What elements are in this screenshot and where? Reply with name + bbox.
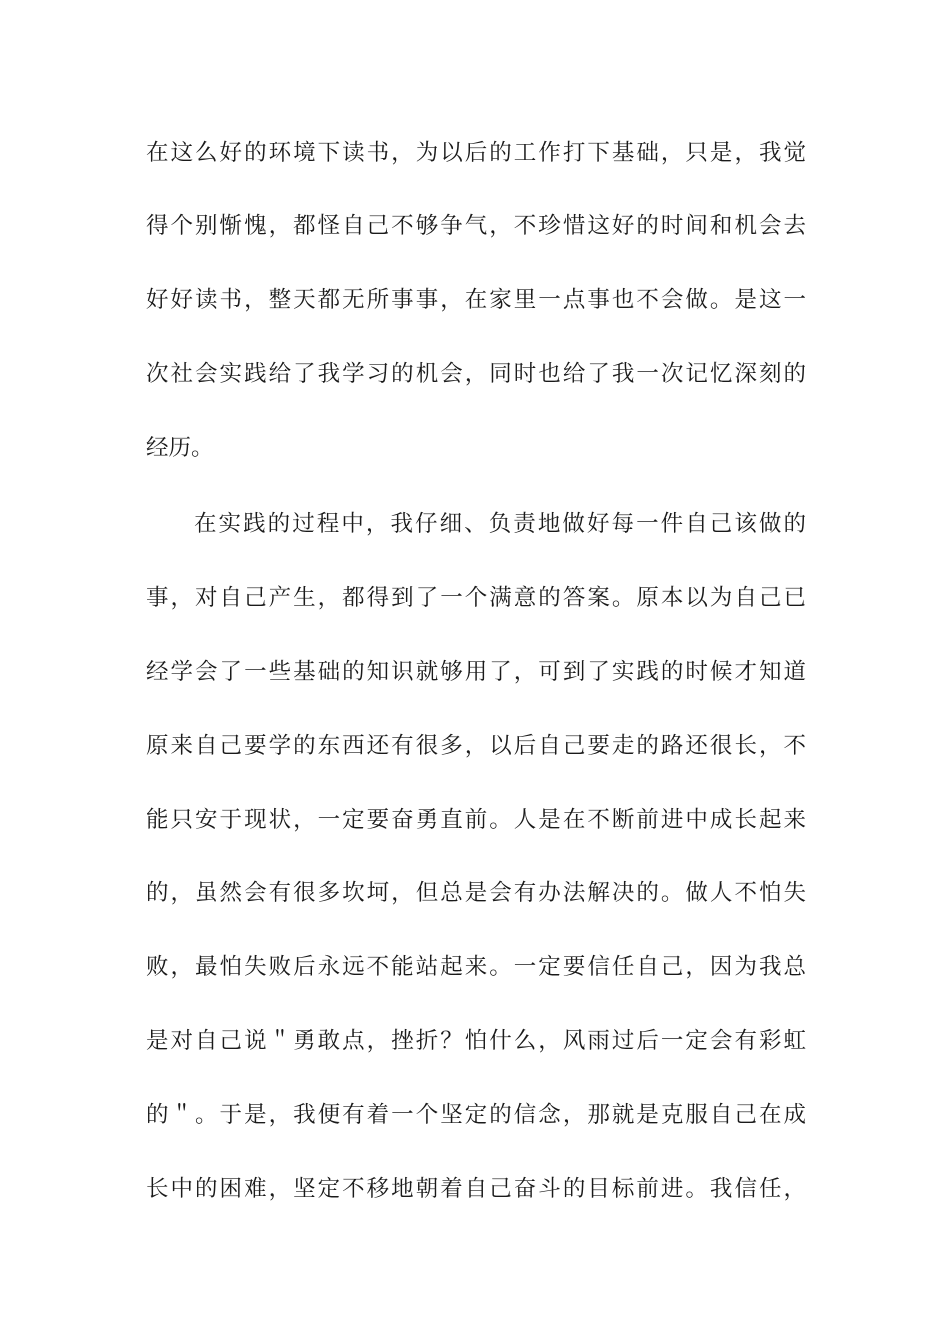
text-line: 次社会实践给了我学习的机会，同时也给了我一次记忆深刻的 [146, 361, 806, 387]
text-line: 败，最怕失败后永远不能站起来。一定要信任自己，因为我总 [146, 954, 806, 980]
text-line: 事，对自己产生，都得到了一个满意的答案。原本以为自己已 [146, 585, 806, 611]
text-line: 好好读书，整天都无所事事，在家里一点事也不会做。是这一 [146, 287, 806, 313]
text-line: 在这么好的环境下读书，为以后的工作打下基础，只是，我觉 [146, 140, 806, 166]
text-line: 经历。 [146, 435, 214, 461]
text-line: 经学会了一些基础的知识就够用了，可到了实践的时候才知道 [146, 659, 806, 685]
text-line: 的，虽然会有很多坎坷，但总是会有办法解决的。做人不怕失 [146, 880, 806, 906]
text-line: 能只安于现状，一定要奋勇直前。人是在不断前进中成长起来 [146, 807, 806, 833]
text-line: 原来自己要学的东西还有很多，以后自己要走的路还很长，不 [146, 733, 806, 759]
text-line: 得个别惭愧，都怪自己不够争气，不珍惜这好的时间和机会去 [146, 213, 806, 239]
text-line: 长中的困难，坚定不移地朝着自己奋斗的目标前进。我信任， [146, 1176, 806, 1202]
text-line: 在实践的过程中，我仔细、负责地做好每一件自己该做的 [194, 511, 806, 537]
text-line: 是对自己说＂勇敢点，挫折？怕什么，风雨过后一定会有彩虹 [146, 1028, 806, 1054]
text-line: 的＂。于是，我便有着一个坚定的信念，那就是克服自己在成 [146, 1102, 806, 1128]
